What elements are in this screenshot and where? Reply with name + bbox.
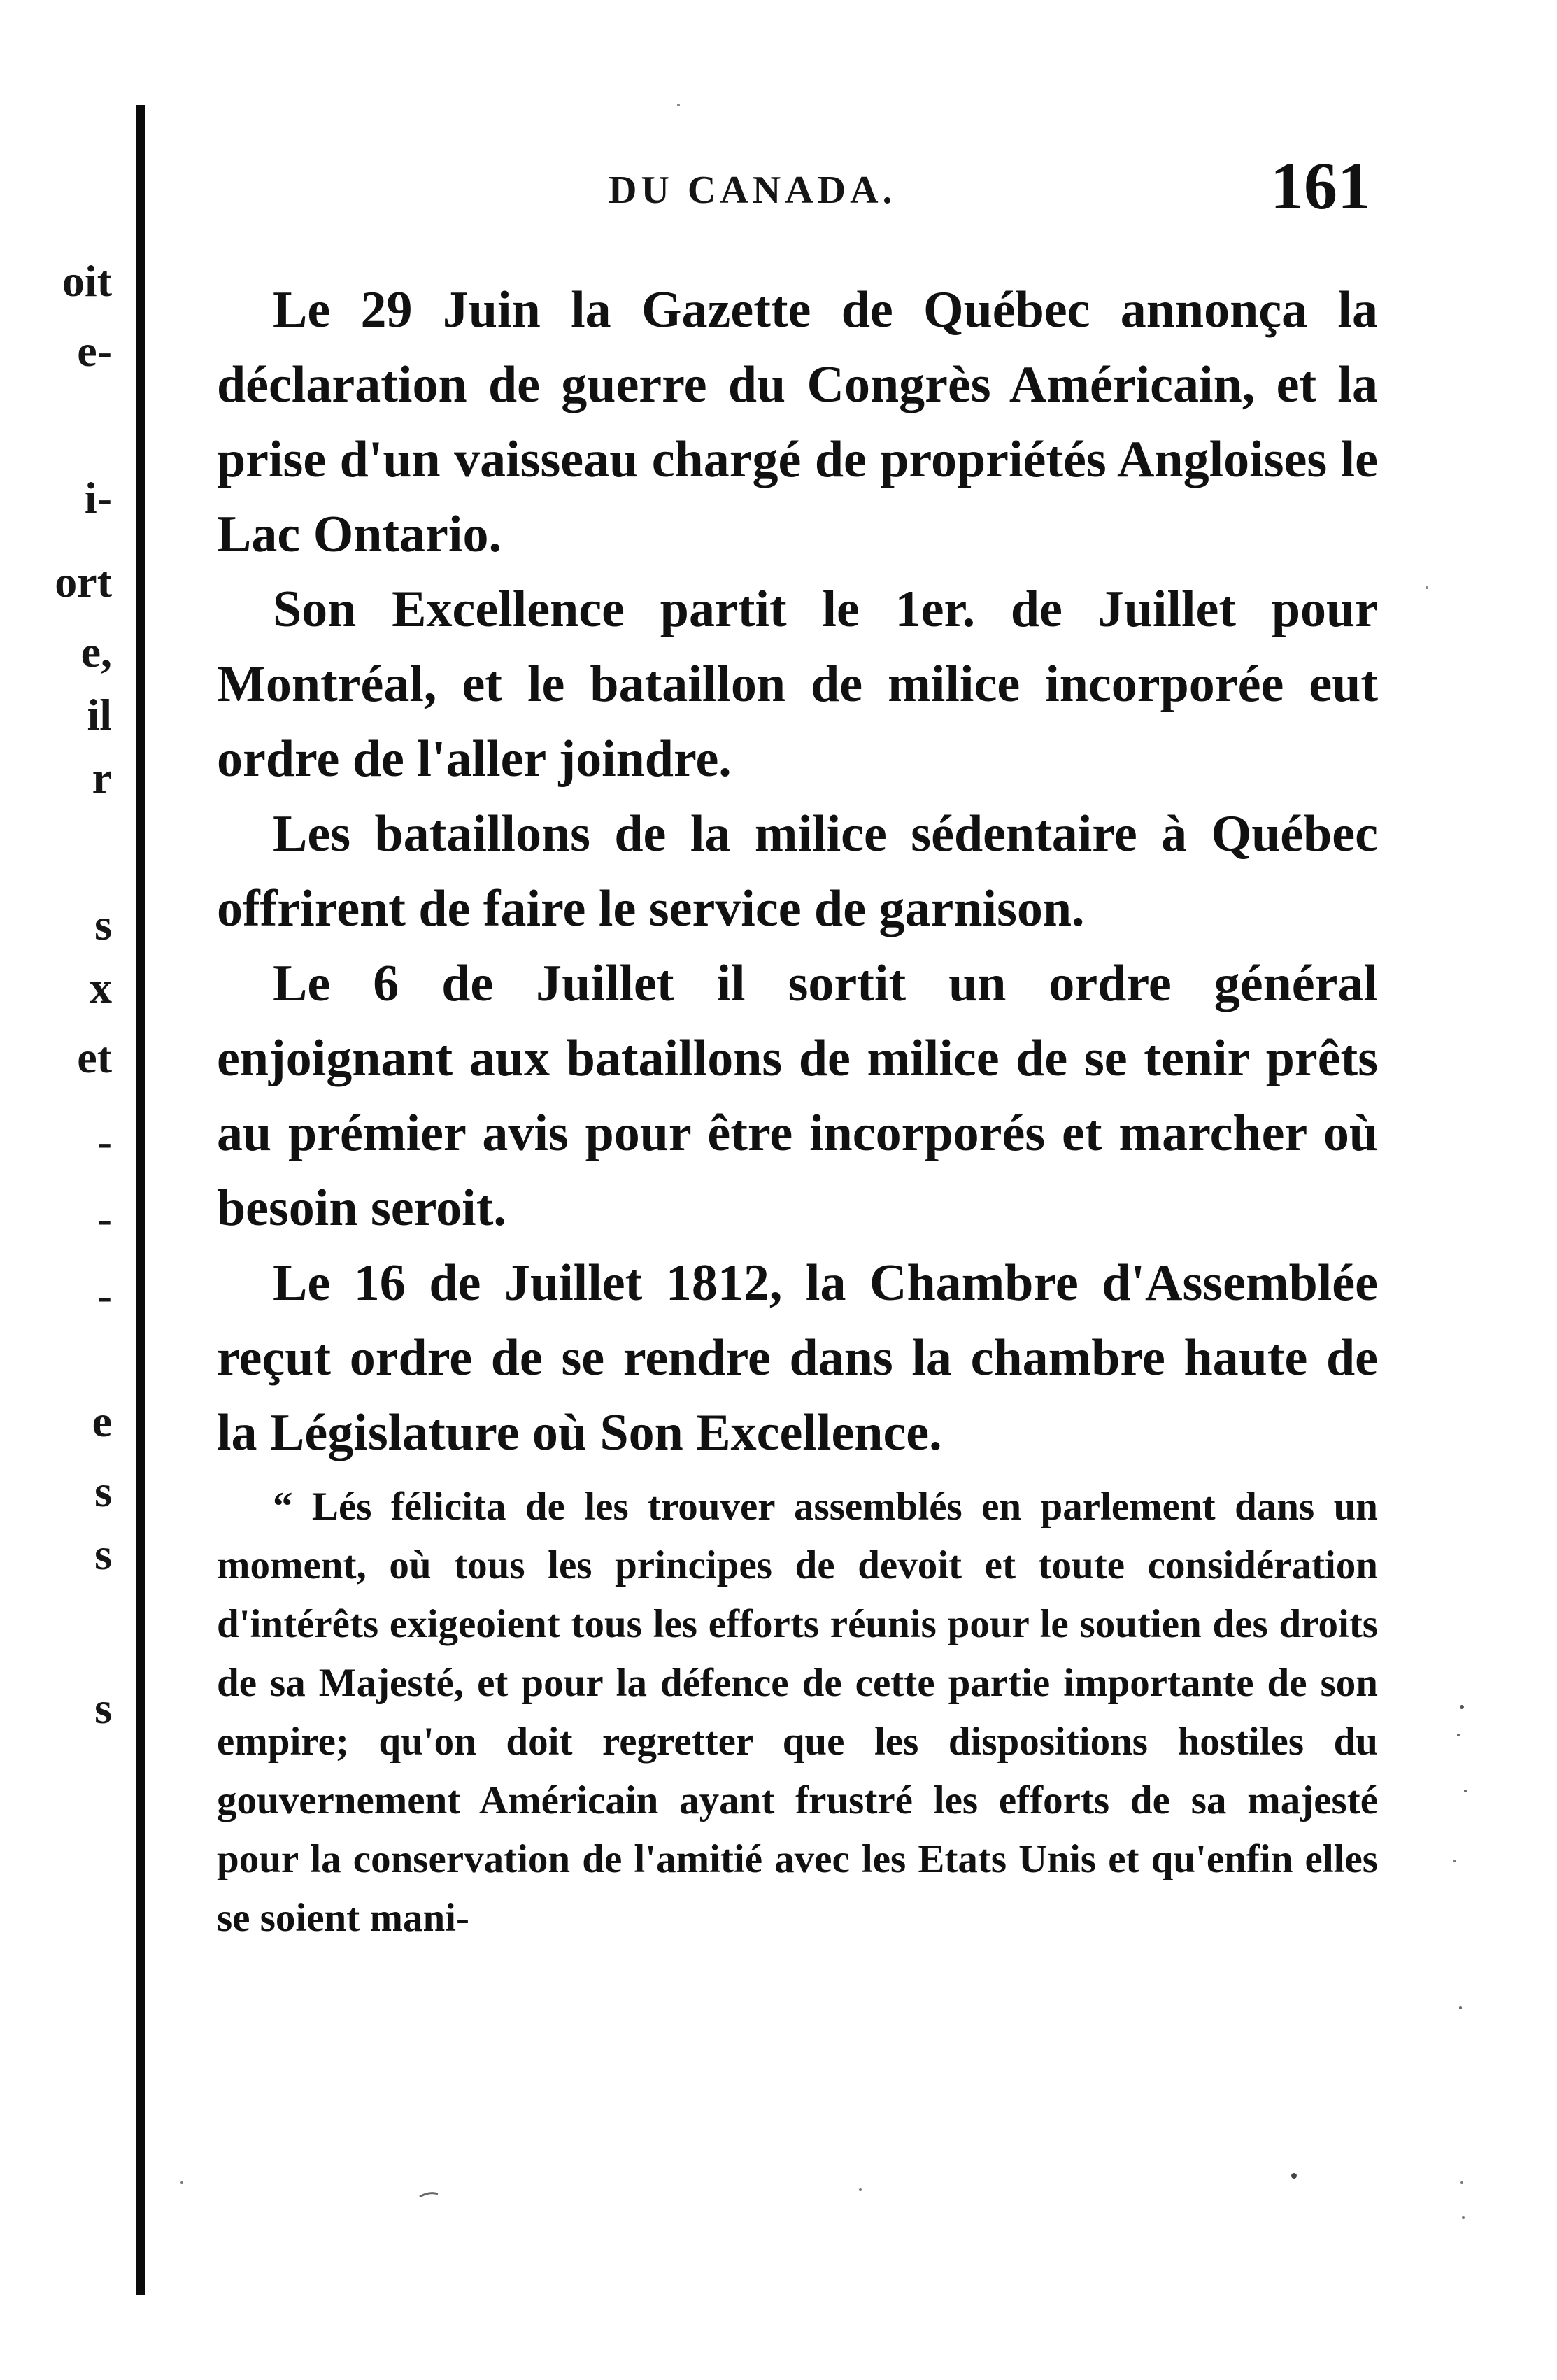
margin-fragment: oit bbox=[62, 256, 112, 306]
margin-fragment: s bbox=[94, 900, 112, 949]
page-header bbox=[210, 147, 1371, 224]
paragraph: Le 29 Juin la Gazette de Québec annonça la déclaration de guerre du Congrès Américain, et la prise d'un vaisseau chargé de propriétés Angloises le Lac Ontario. bbox=[217, 281, 1378, 563]
margin-fragment: r bbox=[92, 753, 112, 802]
margin-fragment: il bbox=[87, 690, 112, 739]
margin-fragment: ort bbox=[55, 557, 112, 607]
margin-fragment: i- bbox=[84, 473, 112, 523]
margin-fragment: - bbox=[97, 1270, 112, 1320]
running-head: DU CANADA. bbox=[609, 169, 897, 212]
margin-fragment: x bbox=[90, 963, 112, 1012]
paragraph: Le 6 de Juillet il sortit un ordre général enjoignant aux bataillons de milice de se tenir prêts au prémier avis pour être incorporés et marcher où besoin seroit. bbox=[217, 955, 1378, 1237]
margin-fragment: - bbox=[97, 1117, 112, 1166]
margin-fragment: s bbox=[94, 1529, 112, 1579]
margin-fragment: e bbox=[92, 1396, 112, 1446]
paragraph: Le 16 de Juillet 1812, la Chambre d'Assemblée reçut ordre de se rendre dans la chambre haute de la Législature où Son Excellence. bbox=[217, 1254, 1378, 1461]
margin-fragment: e- bbox=[77, 326, 112, 376]
paragraph: Son Excellence partit le 1er. de Juillet pour Montréal, et le bataillon de milice incorporée eut ordre de l'aller joindre. bbox=[217, 581, 1378, 788]
margin-fragment: et bbox=[77, 1033, 112, 1082]
main-text-block bbox=[217, 273, 1378, 1948]
paragraph: Les bataillons de la milice sédentaire à Québec offrirent de faire le service de garnison. bbox=[217, 805, 1378, 937]
binding-gutter-line bbox=[136, 105, 145, 2295]
margin-fragment: - bbox=[97, 1193, 112, 1243]
margin-fragment: s bbox=[94, 1466, 112, 1516]
page-number: 161 bbox=[1270, 148, 1371, 223]
margin-fragment: s bbox=[94, 1683, 112, 1733]
margin-fragment: e, bbox=[80, 627, 112, 677]
quoted-address: “ Lés félicita de les trouver assemblés en parlement dans un moment, où tous les principes de devoit et toute considération d'intérêts exigeoient tous les efforts réunis pour le soutien des droits de sa Majesté, et pour la défence de cette partie importante de son empire; qu'on doit regretter que les dispositions hostiles du gouvernement Américain ayant frustré les efforts de sa majesté pour la conservation de l'amitié avec les Etats Unis et qu'enfin elles se soient mani- bbox=[217, 1485, 1378, 1940]
